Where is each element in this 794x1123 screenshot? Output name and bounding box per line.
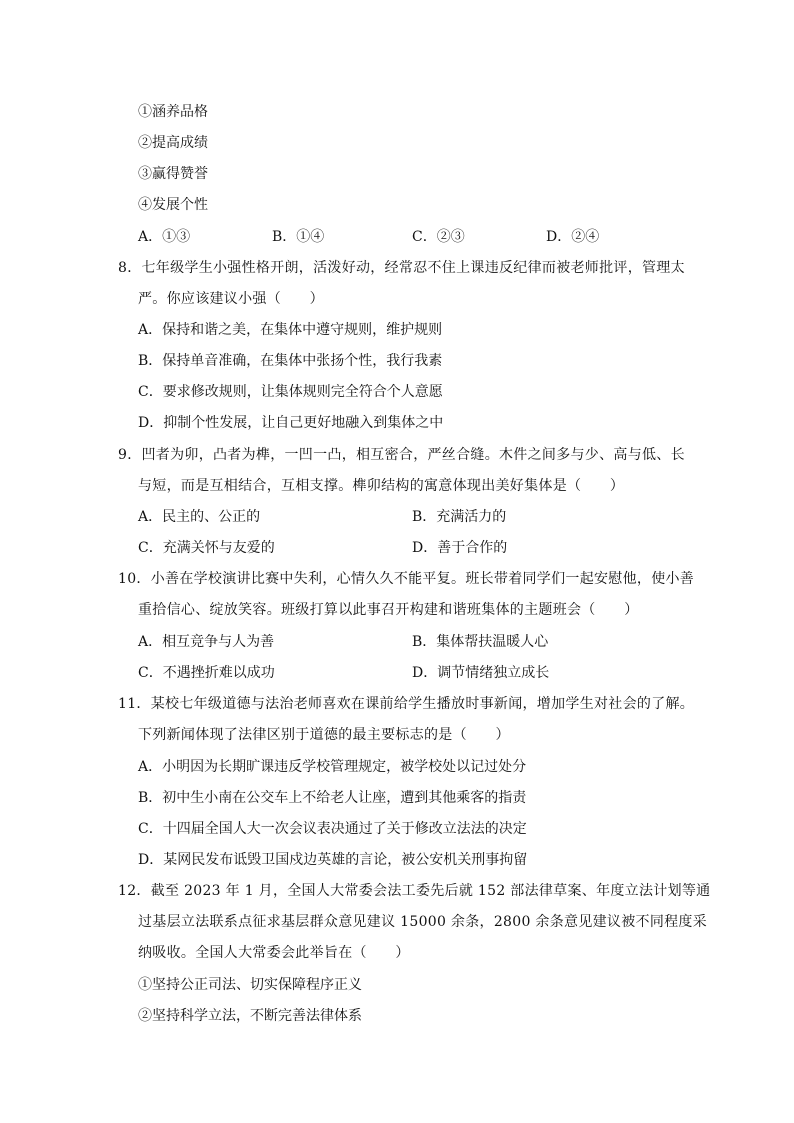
q7-item-1: ①涵养品格 bbox=[138, 104, 208, 120]
q7-item-4: ④发展个性 bbox=[138, 197, 208, 213]
q11-option-b: B．初中生小南在公交车上不给老人让座，遭到其他乘客的指责 bbox=[138, 790, 527, 806]
q8-option-b: B．保持单音准确，在集体中张扬个性，我行我素 bbox=[138, 353, 443, 369]
q12-stem-line-2: 过基层立法联系点征求基层群众意见建议 15000 余条，2800 余条意见建议被不同程度采 bbox=[138, 914, 708, 930]
q7-option-c: C．②③ bbox=[412, 229, 465, 245]
q10-option-b: B．集体帮扶温暖人心 bbox=[412, 634, 549, 650]
q7-item-2: ②提高成绩 bbox=[138, 135, 208, 151]
q12-stem-line-1: 12．截至 2023 年 1 月，全国人大常委会法工委先后就 152 部法律草案、年度立法计划等通 bbox=[118, 883, 711, 899]
q10-option-a: A．相互竞争与人为善 bbox=[138, 634, 275, 650]
q9-option-c: C．充满关怀与友爱的 bbox=[138, 540, 275, 556]
q9-option-d: D．善于合作的 bbox=[412, 540, 508, 556]
q7-option-d: D．②④ bbox=[546, 229, 600, 245]
q10-stem-line-1: 10．小善在学校演讲比赛中失利，心情久久不能平复。班长带着同学们一起安慰他，使小善 bbox=[118, 571, 695, 587]
q9-stem-line-1: 9．凹者为卯，凸者为榫，一凹一凸，相互密合，严丝合缝。木件之间多与少、高与低、长 bbox=[118, 447, 685, 463]
q10-stem-line-2: 重拾信心、绽放笑容。班级打算以此事召开构建和谐班集体的主题班会（ ） bbox=[138, 602, 639, 618]
q9-option-b: B．充满活力的 bbox=[412, 509, 507, 525]
q12-item-2: ②坚持科学立法，不断完善法律体系 bbox=[138, 1008, 362, 1024]
q7-item-3: ③赢得赞誉 bbox=[138, 166, 208, 182]
q11-option-d: D．某网民发布诋毁卫国戍边英雄的言论，被公安机关刑事拘留 bbox=[138, 852, 528, 868]
q12-stem-line-3: 纳吸收。全国人大常委会此举旨在（ ） bbox=[138, 945, 410, 961]
q9-stem-line-2: 与短，而是互相结合，互相支撑。榫卯结构的寓意体现出美好集体是（ ） bbox=[138, 478, 625, 494]
q8-option-a: A．保持和谐之美，在集体中遵守规则，维护规则 bbox=[138, 322, 443, 338]
q10-option-c: C．不遇挫折难以成功 bbox=[138, 665, 275, 681]
q11-option-c: C．十四届全国人大一次会议表决通过了关于修改立法法的决定 bbox=[138, 821, 527, 837]
q11-option-a: A．小明因为长期旷课违反学校管理规定，被学校处以记过处分 bbox=[138, 759, 527, 775]
q8-option-d: D．抑制个性发展，让自己更好地融入到集体之中 bbox=[138, 415, 444, 431]
q11-stem-line-2: 下列新闻体现了法律区别于道德的最主要标志的是（ ） bbox=[138, 727, 510, 743]
q8-stem-line-1: 8．七年级学生小强性格开朗，活泼好动，经常忍不住上课违反纪律而被老师批评，管理太 bbox=[118, 260, 685, 276]
q10-option-d: D．调节情绪独立成长 bbox=[412, 665, 550, 681]
q7-option-a: A．①③ bbox=[138, 229, 191, 245]
q11-stem-line-1: 11．某校七年级道德与法治老师喜欢在课前给学生播放时事新闻，增加学生对社会的了解。 bbox=[118, 696, 695, 712]
q8-option-c: C．要求修改规则，让集体规则完全符合个人意愿 bbox=[138, 384, 443, 400]
q9-option-a: A．民主的、公正的 bbox=[138, 509, 261, 525]
q12-item-1: ①坚持公正司法、切实保障程序正义 bbox=[138, 977, 362, 993]
q7-option-b: B．①④ bbox=[272, 229, 325, 245]
q8-stem-line-2: 严。你应该建议小强（ ） bbox=[138, 291, 324, 307]
